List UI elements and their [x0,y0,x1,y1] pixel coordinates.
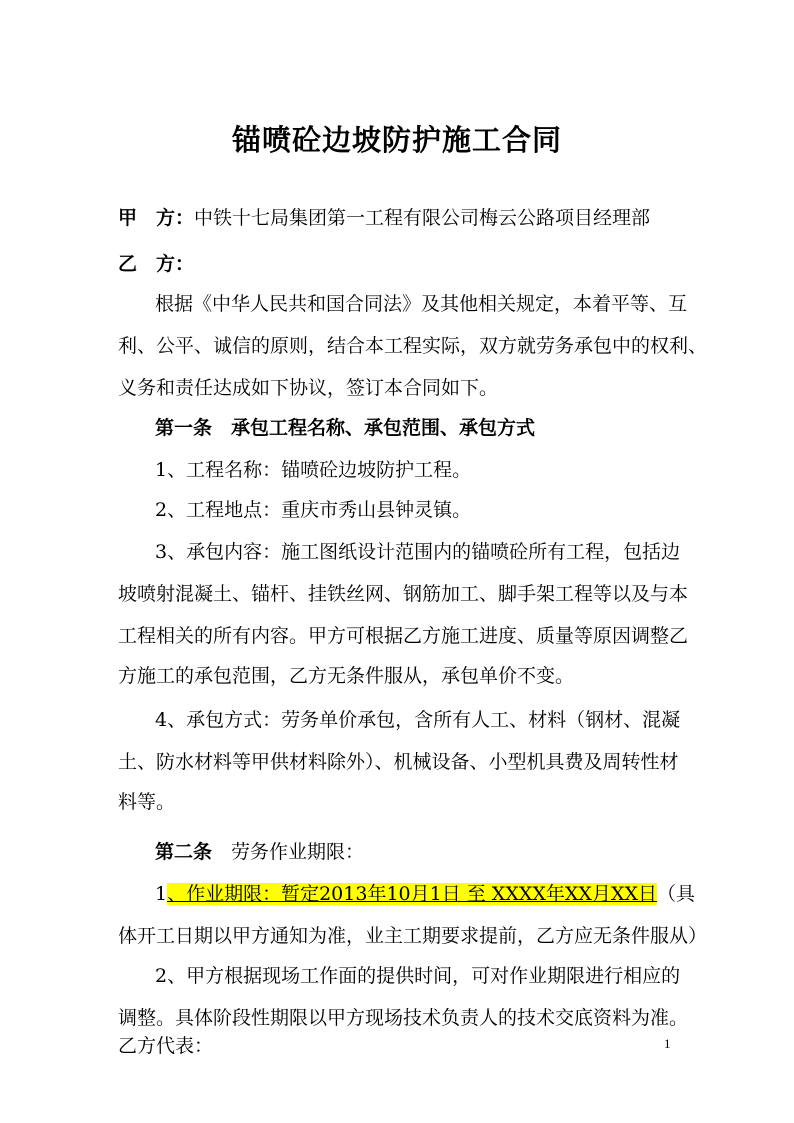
article2-item1-prefix: 1 [155,883,168,905]
article2-item1-cont: 体开工日期以甲方通知为准，业主工期要求提前，乙方应无条件服从） [118,925,708,947]
highlighted-term: 、作业期限：暂定2013年10月1日 至 XXXX年XX月XX日 [167,883,658,905]
party-a-value: 中铁十七局集团第一工程有限公司梅云公路项目经理部 [194,207,651,229]
page-title: 锚喷砼边坡防护施工合同 [231,123,562,157]
article1-item4-line: 料等。 [118,791,176,813]
article1-item3-line: 工程相关的所有内容。甲方可根据乙方施工进度、质量等原因调整乙 [118,625,689,647]
article1-heading: 第一条 承包工程名称、承包范围、承包方式 [155,417,536,439]
article2-heading [155,840,364,864]
article1-item1: 1、工程名称：锚喷砼边坡防护工程。 [155,459,472,481]
article1-item3-line: 坡喷射混凝土、锚杆、挂铁丝网、钢筋加工、脚手架工程等以及与本 [118,583,689,605]
party-a-label: 甲 方： [118,207,195,229]
article1-item4-line: 4、承包方式：劳务单价承包，含所有人工、材料（钢材、混凝 [155,709,681,731]
article2-item1-suffix: （具 [657,883,696,905]
article2-heading-number: 第二条 [155,841,213,863]
intro-line: 根据《中华人民共和国合同法》及其他相关规定，本着平等、互 [155,293,688,315]
party-b-label: 乙 方： [118,253,195,275]
article2-heading-text: 劳务作业期限： [212,841,365,863]
party-a-line [118,206,650,230]
article2-item2-line: 2、甲方根据现场工作面的提供时间，可对作业期限进行相应的 [155,965,681,987]
article1-item3-line: 方施工的承包范围，乙方无条件服从，承包单价不变。 [118,665,575,687]
article2-item2-line: 调整。具体阶段性期限以甲方现场技术负责人的技术交底资料为准。 [118,1007,689,1029]
page-number: 1 [664,1036,671,1051]
article1-item2: 2、工程地点：重庆市秀山县钟灵镇。 [155,499,472,521]
intro-line: 利、公平、诚信的原则，结合本工程实际，双方就劳务承包中的权利、 [118,335,708,357]
article2-item1 [155,882,695,906]
article1-item3-line: 3、承包内容：施工图纸设计范围内的锚喷砼所有工程，包括边 [155,541,681,563]
signature-label: 乙方代表： [118,1035,214,1057]
article1-item4-line: 土、防水材料等甲供材料除外）、机械设备、小型机具费及周转性材 [118,751,679,773]
intro-line: 义务和责任达成如下协议，签订本合同如下。 [118,377,499,399]
